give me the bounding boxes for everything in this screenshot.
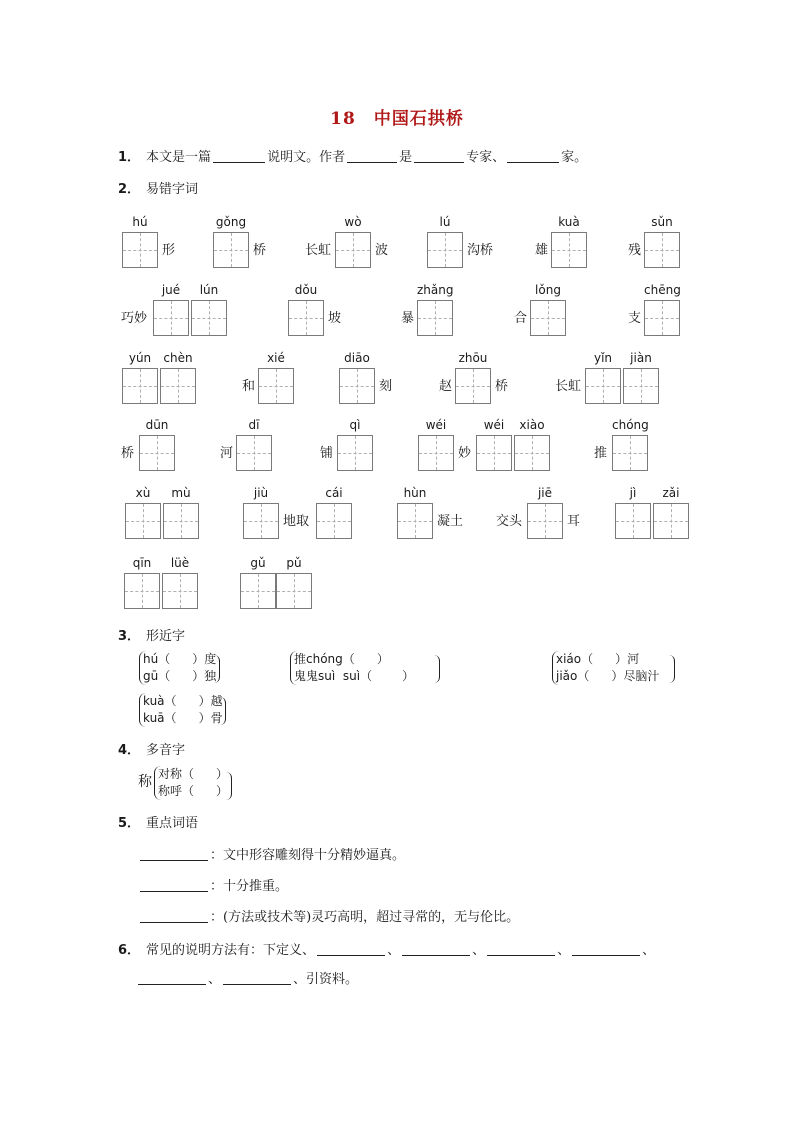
question-number: 6． — [118, 943, 141, 958]
pinyin: dǒu — [294, 283, 318, 297]
word-prefix: 残 — [628, 243, 642, 258]
pinyin: wéi — [483, 418, 505, 432]
pinyin: kuā — [143, 711, 165, 725]
paren: （ — [164, 711, 177, 725]
writing-box[interactable] — [644, 300, 680, 336]
paren: ） — [216, 767, 229, 781]
writing-box[interactable] — [335, 232, 371, 268]
similar-char-group — [552, 651, 659, 685]
writing-box[interactable] — [418, 435, 454, 471]
pinyin: jiē — [537, 486, 553, 500]
word-prefix: 和 — [242, 379, 256, 394]
paren: （ — [158, 652, 171, 666]
pinyin: qīn — [132, 556, 152, 570]
answer-blank[interactable] — [414, 148, 464, 163]
answer-blank[interactable] — [507, 148, 559, 163]
pinyin: xiào — [519, 418, 545, 432]
pinyin: chèn — [163, 351, 193, 365]
section-label: 多音字 — [146, 743, 186, 758]
pinyin: gǔ — [250, 556, 266, 570]
paren: ） — [198, 694, 211, 708]
pinyin: chóng — [306, 652, 343, 666]
answer-blank[interactable] — [402, 941, 470, 956]
pinyin: sǔn — [651, 215, 673, 229]
writing-box[interactable] — [623, 368, 659, 404]
pinyin: lǒng — [535, 283, 561, 297]
paren: （ — [342, 652, 355, 666]
word-suffix: 桥 — [253, 243, 267, 258]
term-item — [138, 875, 288, 894]
word-suffix: 形 — [162, 243, 176, 258]
q1-text: 是 — [399, 150, 413, 165]
paren: （ — [577, 669, 590, 683]
word-suffix: 耳 — [567, 514, 581, 529]
word-prefix: 雄 — [535, 243, 549, 258]
pinyin: suì — [342, 669, 361, 683]
writing-box[interactable] — [258, 368, 294, 404]
similar-char-group — [139, 651, 216, 685]
word-row — [0, 485, 794, 541]
question-2 — [118, 178, 198, 197]
answer-blank[interactable] — [223, 970, 291, 985]
pinyin: yǐn — [593, 351, 613, 365]
writing-box[interactable] — [124, 573, 160, 609]
writing-box[interactable] — [527, 503, 563, 539]
word-prefix: 铺 — [320, 446, 334, 461]
question-number: 2． — [118, 182, 141, 197]
writing-box[interactable] — [236, 435, 272, 471]
word-prefix: 推 — [594, 446, 608, 461]
word-row — [0, 417, 794, 473]
word-prefix: 支 — [628, 311, 642, 326]
pinyin: wéi — [425, 418, 447, 432]
right-brace — [226, 772, 232, 800]
writing-box[interactable] — [139, 435, 175, 471]
term-item — [138, 906, 519, 925]
word-prefix: 桥 — [121, 446, 135, 461]
right-brace — [434, 655, 440, 683]
question-number: 5． — [118, 816, 141, 831]
separator: 、 — [642, 943, 656, 958]
pinyin: hùn — [403, 486, 427, 500]
word-suffix: 坡 — [328, 311, 342, 326]
paren: ） — [376, 652, 389, 666]
char: 独 — [204, 669, 217, 683]
paren: ） — [192, 669, 205, 683]
word-prefix: 长虹 — [305, 243, 332, 258]
pinyin: zhōu — [458, 351, 488, 365]
writing-box[interactable] — [653, 503, 689, 539]
writing-box[interactable] — [316, 503, 352, 539]
pinyin: jiàn — [630, 351, 652, 365]
answer-blank[interactable] — [140, 877, 208, 892]
question-6-cont — [136, 968, 358, 987]
section-label: 重点词语 — [146, 816, 199, 831]
paren: ） — [611, 669, 624, 683]
writing-box[interactable] — [455, 368, 491, 404]
writing-box[interactable] — [162, 573, 198, 609]
pinyin: hú — [132, 215, 148, 229]
pinyin: kuà — [143, 694, 165, 708]
char: 骨 — [210, 711, 223, 725]
similar-char-group — [290, 651, 414, 685]
word-row — [0, 214, 794, 270]
paren: ） — [216, 784, 229, 798]
writing-box[interactable] — [122, 232, 158, 268]
writing-box[interactable] — [530, 300, 566, 336]
char: 越 — [210, 694, 223, 708]
left-brace — [139, 693, 223, 727]
pinyin: jué — [161, 283, 181, 297]
section-label: 易错字词 — [146, 182, 199, 197]
writing-box[interactable] — [191, 300, 227, 336]
pinyin: zhǎng — [417, 283, 454, 297]
pinyin: dūn — [145, 418, 169, 432]
paren: （ — [581, 652, 594, 666]
answer-blank[interactable] — [572, 941, 640, 956]
pinyin: qì — [349, 418, 361, 432]
pinyin: chóng — [612, 418, 649, 432]
writing-box[interactable] — [585, 368, 621, 404]
paren: （ — [182, 784, 195, 798]
word-prefix: 长虹 — [555, 379, 582, 394]
pinyin: lú — [439, 215, 451, 229]
pinyin: lún — [199, 283, 219, 297]
similar-char-group — [139, 693, 223, 727]
pinyin: suì — [318, 669, 336, 683]
word-prefix: 合 — [514, 311, 528, 326]
answer-blank[interactable] — [213, 148, 265, 163]
page-title: 18 中国石拱桥 — [330, 109, 464, 129]
separator: 、 — [387, 943, 401, 958]
right-brace — [214, 655, 220, 683]
pinyin: yún — [128, 351, 152, 365]
writing-box[interactable] — [213, 232, 249, 268]
left-brace — [154, 766, 228, 800]
writing-box[interactable] — [288, 300, 324, 336]
pinyin: xù — [135, 486, 151, 500]
writing-box[interactable] — [276, 573, 312, 609]
writing-box[interactable] — [514, 435, 550, 471]
term-definition: ：十分推重。 — [210, 879, 289, 894]
answer-blank[interactable] — [140, 846, 208, 861]
word: 对称 — [158, 767, 183, 781]
word: 称呼 — [158, 784, 183, 798]
char: 推 — [294, 652, 307, 666]
term-item — [138, 844, 405, 863]
writing-box[interactable] — [397, 503, 433, 539]
word-middle: 妙 — [458, 446, 472, 461]
word-middle: 地取 — [283, 514, 310, 529]
question-3 — [118, 625, 185, 644]
writing-box[interactable] — [153, 300, 189, 336]
answer-blank[interactable] — [140, 908, 208, 923]
term-definition: ：文中形容雕刻得十分精妙逼真。 — [210, 848, 406, 863]
question-5 — [118, 812, 198, 831]
left-brace — [290, 651, 414, 685]
question-number: 3． — [118, 629, 141, 644]
question-1 — [118, 146, 587, 165]
word-prefix: 暴 — [401, 311, 415, 326]
separator: 、 — [293, 972, 307, 987]
writing-box[interactable] — [612, 435, 648, 471]
pinyin: jì — [629, 486, 637, 500]
writing-box[interactable] — [160, 368, 196, 404]
char: 尽脑汁 — [623, 669, 660, 683]
paren: ） — [198, 711, 211, 725]
section-label: 形近字 — [146, 629, 186, 644]
left-brace — [139, 651, 216, 685]
q1-text: 家。 — [561, 150, 588, 165]
writing-box[interactable] — [339, 368, 375, 404]
pinyin: diāo — [344, 351, 370, 365]
pinyin: wò — [344, 215, 362, 229]
paren: ） — [192, 652, 205, 666]
writing-box[interactable] — [551, 232, 587, 268]
q6-text: 常见的说明方法有：下定义、 — [146, 943, 316, 958]
answer-blank[interactable] — [317, 941, 385, 956]
answer-blank[interactable] — [138, 970, 206, 985]
pinyin: mù — [171, 486, 191, 500]
pinyin: xié — [267, 351, 285, 365]
word-prefix: 赵 — [439, 379, 453, 394]
left-brace — [552, 651, 659, 685]
word-suffix: 桥 — [495, 379, 509, 394]
word-suffix: 凝土 — [437, 514, 464, 529]
word-prefix: 河 — [220, 446, 234, 461]
pinyin: kuà — [558, 215, 580, 229]
q1-text: 说明文。作者 — [267, 150, 346, 165]
paren: （ — [158, 669, 171, 683]
answer-blank[interactable] — [487, 941, 555, 956]
pinyin: pǔ — [286, 556, 302, 570]
writing-box[interactable] — [240, 573, 276, 609]
separator: 、 — [472, 943, 486, 958]
q6-text: 引资料。 — [306, 972, 359, 987]
char: 河 — [627, 652, 640, 666]
pinyin: gū — [143, 669, 159, 683]
q1-text: 本文是一篇 — [146, 150, 212, 165]
right-brace — [669, 655, 675, 683]
word-row — [0, 282, 794, 338]
pinyin: hú — [143, 652, 159, 666]
writing-box[interactable] — [163, 503, 199, 539]
term-definition: ：(方法或技术等)灵巧高明，超过寻常的，无与伦比。 — [210, 910, 520, 925]
pinyin: chēng — [644, 283, 681, 297]
paren: ） — [615, 652, 628, 666]
pinyin: cái — [325, 486, 343, 500]
word-suffix: 波 — [375, 243, 389, 258]
writing-box[interactable] — [122, 368, 158, 404]
word-prefix: 交头 — [496, 514, 523, 529]
writing-box[interactable] — [125, 503, 161, 539]
question-number: 4． — [118, 743, 141, 758]
paren: （ — [182, 767, 195, 781]
word-row — [0, 555, 794, 611]
writing-box[interactable] — [243, 503, 279, 539]
word-suffix: 刻 — [379, 379, 393, 394]
question-4 — [118, 739, 185, 758]
question-number: 1． — [118, 150, 141, 165]
char: 称 — [138, 774, 152, 790]
paren: ） — [402, 669, 415, 683]
char: 度 — [204, 652, 217, 666]
pinyin: zǎi — [662, 486, 680, 500]
paren: （ — [360, 669, 373, 683]
paren: （ — [164, 694, 177, 708]
question-6 — [118, 939, 655, 958]
writing-box[interactable] — [644, 232, 680, 268]
writing-box[interactable] — [417, 300, 453, 336]
right-brace — [220, 697, 226, 725]
word-suffix: 沟桥 — [467, 243, 494, 258]
word-prefix: 巧妙 — [121, 311, 148, 326]
pinyin: gǒng — [215, 215, 247, 229]
pinyin: jiǎo — [556, 669, 578, 683]
pinyin: lüè — [170, 556, 190, 570]
char: 鬼鬼 — [294, 669, 319, 683]
q1-text: 专家、 — [466, 150, 506, 165]
writing-box[interactable] — [337, 435, 373, 471]
word-row — [0, 350, 794, 406]
writing-box[interactable] — [427, 232, 463, 268]
pinyin: jiù — [253, 486, 269, 500]
answer-blank[interactable] — [347, 148, 397, 163]
separator: 、 — [557, 943, 571, 958]
pinyin: xiáo — [556, 652, 582, 666]
separator: 、 — [208, 972, 222, 987]
writing-box[interactable] — [476, 435, 512, 471]
pinyin: dī — [248, 418, 260, 432]
writing-box[interactable] — [615, 503, 651, 539]
